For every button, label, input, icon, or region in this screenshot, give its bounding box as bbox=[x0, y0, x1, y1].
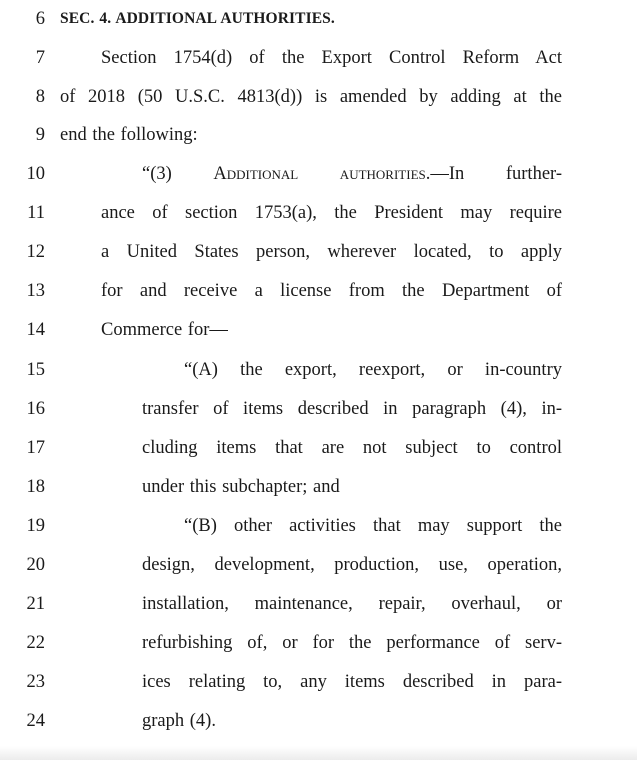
line-text: end the following: bbox=[60, 125, 198, 145]
line-text: ices relating to, any items described in para- bbox=[142, 672, 562, 692]
line-text: Section 1754(d) of the Export Control Reform Act bbox=[101, 48, 562, 68]
line-number: 16 bbox=[26, 399, 45, 419]
line-text: cluding items that are not subject to control bbox=[142, 438, 562, 458]
line-9 bbox=[0, 120, 637, 150]
line-12 bbox=[0, 237, 637, 267]
line-text: of 2018 (50 U.S.C. 4813(d)) is amended by adding at the bbox=[60, 87, 562, 107]
line-15 bbox=[0, 355, 637, 385]
line-number: 22 bbox=[26, 633, 45, 653]
line-text: Commerce for— bbox=[101, 320, 228, 340]
line-23 bbox=[0, 667, 637, 697]
line-11 bbox=[0, 198, 637, 228]
page-bottom-edge bbox=[0, 746, 637, 760]
line-text: transfer of items described in paragraph (4), in- bbox=[142, 399, 562, 419]
line-13 bbox=[0, 276, 637, 306]
line-number: 23 bbox=[26, 672, 45, 692]
line-16 bbox=[0, 394, 637, 424]
line-number: 19 bbox=[26, 516, 45, 536]
line-text: installation, maintenance, repair, overhaul, or bbox=[142, 594, 562, 614]
line-number: 15 bbox=[26, 360, 45, 380]
line-number: 24 bbox=[26, 711, 45, 731]
line-number: 9 bbox=[35, 125, 45, 145]
line-17 bbox=[0, 433, 637, 463]
line-number: 17 bbox=[26, 438, 45, 458]
line-text: a United States person, wherever located, to apply bbox=[101, 242, 562, 262]
line-number: 10 bbox=[26, 164, 45, 184]
line-6 bbox=[0, 4, 637, 34]
line-number: 13 bbox=[26, 281, 45, 301]
line-24 bbox=[0, 706, 637, 736]
line-number: 11 bbox=[27, 203, 45, 223]
line-number: 20 bbox=[26, 555, 45, 575]
line-number: 8 bbox=[35, 87, 45, 107]
paragraph-heading-smallcaps: Additional authorities bbox=[213, 164, 426, 184]
line-number: 6 bbox=[35, 9, 45, 29]
line-text: refurbishing of, or for the performance of serv- bbox=[142, 633, 562, 653]
line-7 bbox=[0, 43, 637, 73]
section-heading: SEC. 4. ADDITIONAL AUTHORITIES. bbox=[60, 10, 335, 27]
line-14 bbox=[0, 315, 637, 345]
line-8 bbox=[0, 82, 637, 112]
line-text: ance of section 1753(a), the President may require bbox=[101, 203, 562, 223]
line-number: 14 bbox=[26, 320, 45, 340]
paragraph-marker: “(3) bbox=[142, 164, 214, 184]
line-21 bbox=[0, 589, 637, 619]
line-10 bbox=[0, 159, 637, 189]
line-text: “(B) other activities that may support the bbox=[184, 516, 562, 536]
line-text: under this subchapter; and bbox=[142, 477, 340, 497]
line-number: 7 bbox=[35, 48, 45, 68]
line-text: graph (4). bbox=[142, 711, 216, 731]
line-text bbox=[142, 159, 562, 189]
line-text: “(A) the export, reexport, or in-country bbox=[184, 360, 562, 380]
line-number: 18 bbox=[26, 477, 45, 497]
line-18 bbox=[0, 472, 637, 502]
line-number: 12 bbox=[26, 242, 45, 262]
paragraph-heading-suffix: .—In further- bbox=[425, 164, 562, 184]
line-22 bbox=[0, 628, 637, 658]
line-text: design, development, production, use, operation, bbox=[142, 555, 562, 575]
line-19 bbox=[0, 511, 637, 541]
line-20 bbox=[0, 550, 637, 580]
line-number: 21 bbox=[26, 594, 45, 614]
line-text: for and receive a license from the Department of bbox=[101, 281, 562, 301]
